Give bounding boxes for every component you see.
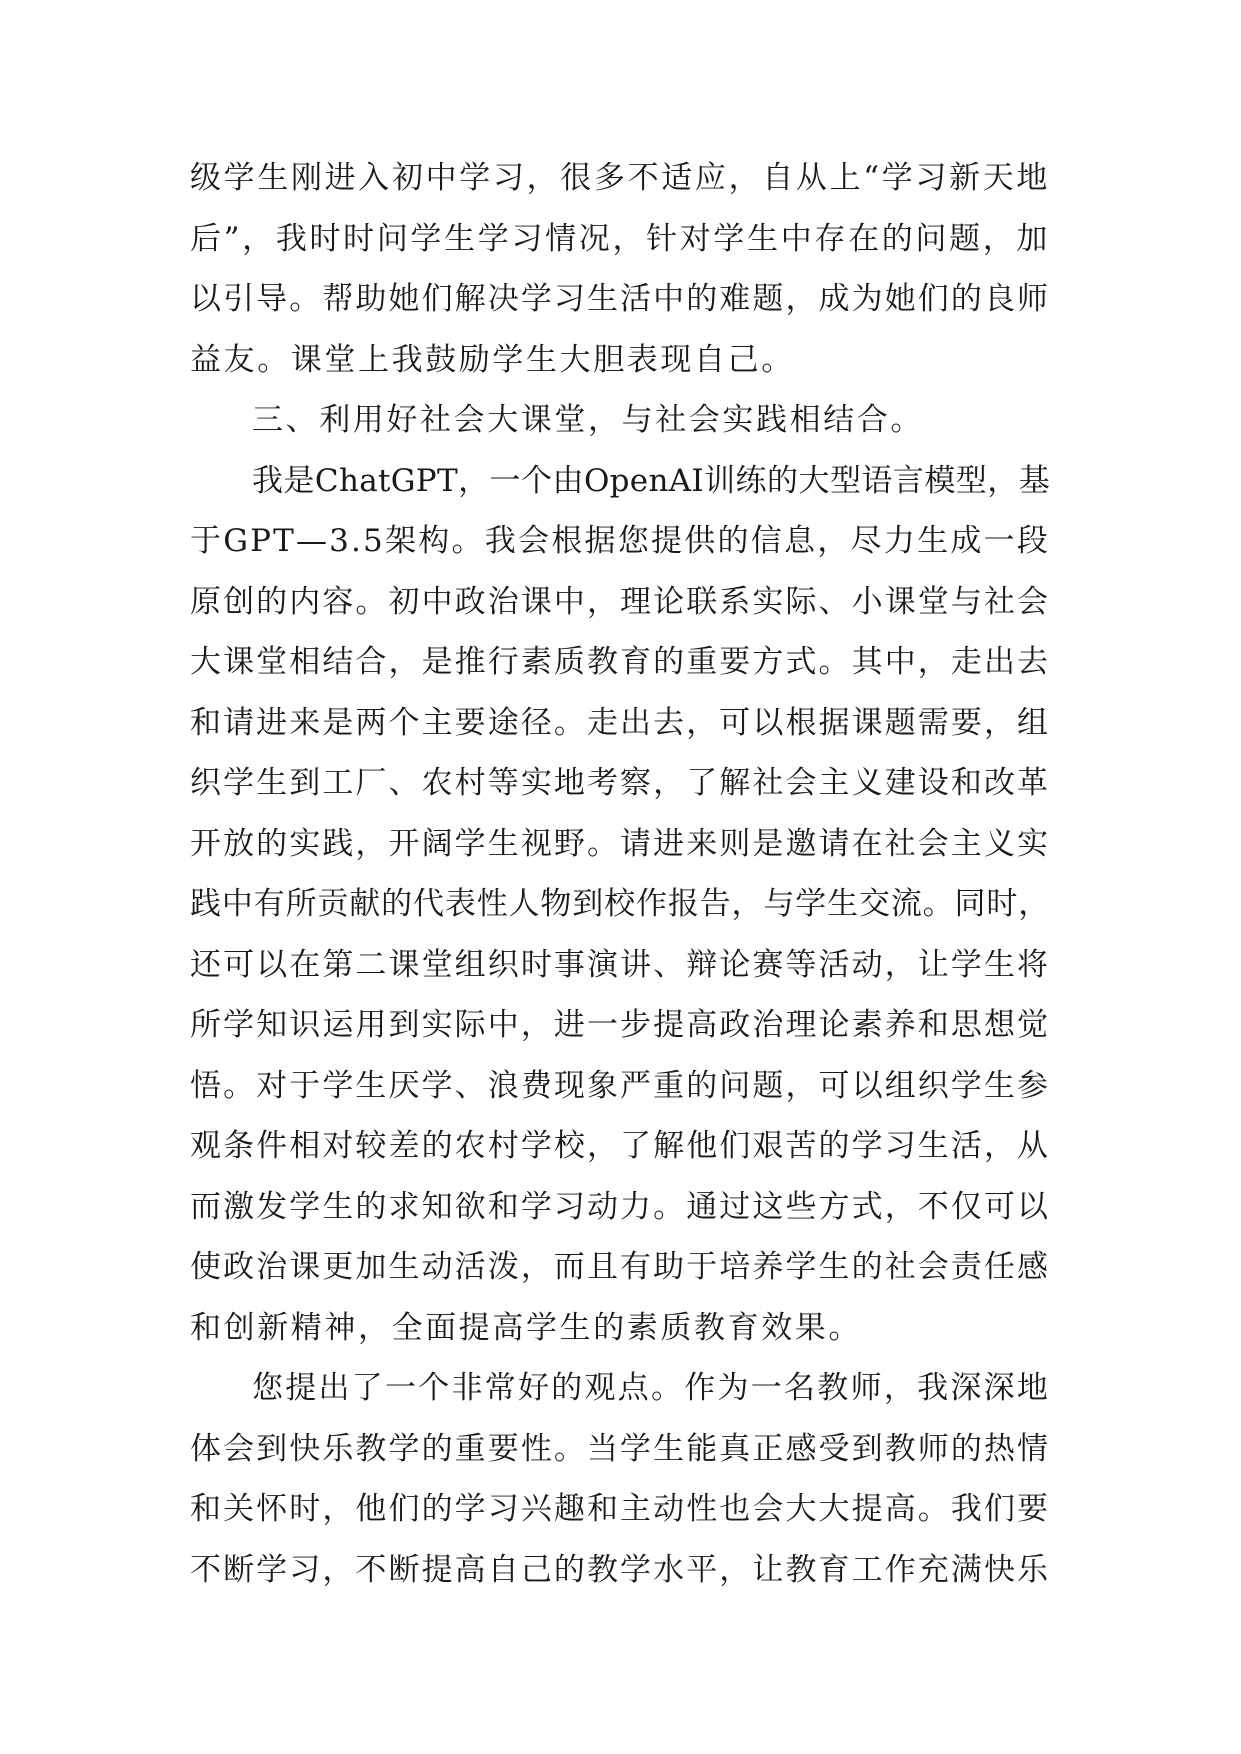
paragraph bbox=[190, 451, 1050, 1359]
text-line: 悟。对于学生厌学、浪费现象严重的问题，可以组织学生参 bbox=[190, 1067, 1050, 1104]
text-line: 开放的实践，开阔学生视野。请进来则是邀请在社会主义实 bbox=[190, 825, 1050, 862]
text-line: 原创的内容。初中政治课中，理论联系实际、小课堂与社会 bbox=[190, 583, 1050, 620]
text-line: 和请进来是两个主要途径。走出去，可以根据课题需要，组 bbox=[190, 704, 1050, 741]
text-line: 而激发学生的求知欲和学习动力。通过这些方式，不仅可以 bbox=[190, 1188, 1050, 1225]
text-line: 织学生到工厂、农村等实地考察，了解社会主义建设和改革 bbox=[190, 765, 1050, 801]
text-line: 使政治课更加生动活泼，而且有助于培养学生的社会责任感 bbox=[190, 1249, 1050, 1285]
text-line: 您提出了一个非常好的观点。作为一名教师，我深深地 bbox=[252, 1370, 1050, 1406]
text-line: 所学知识运用到实际中，进一步提高政治理论素养和思想觉 bbox=[190, 1007, 1050, 1043]
paragraph bbox=[190, 148, 1050, 390]
paragraph bbox=[190, 390, 1050, 451]
document-body bbox=[190, 148, 1050, 1600]
paragraph bbox=[190, 1358, 1050, 1600]
text-line: 级学生刚进入初中学习，很多不适应，自从上“学习新天地 bbox=[190, 160, 1050, 196]
text-line: 体会到快乐教学的重要性。当学生能真正感受到教师的热情 bbox=[190, 1430, 1050, 1467]
text-line: 和创新精神，全面提高学生的素质教育效果。 bbox=[190, 1309, 862, 1346]
text-line: 和关怀时，他们的学习兴趣和主动性也会大大提高。我们要 bbox=[190, 1491, 1050, 1527]
text-line: 后”，我时时问学生学习情况，针对学生中存在的问题，加 bbox=[190, 220, 1050, 257]
text-line: 不断学习，不断提高自己的教学水平，让教育工作充满快乐 bbox=[190, 1551, 1050, 1588]
text-line: 于GPT—3.5架构。我会根据您提供的信息，尽力生成一段 bbox=[190, 523, 1050, 559]
text-line: 观条件相对较差的农村学校，了解他们艰苦的学习生活，从 bbox=[190, 1128, 1050, 1164]
text-line: 大课堂相结合，是推行素质教育的重要方式。其中，走出去 bbox=[190, 644, 1050, 680]
text-line: 践中有所贡献的代表性人物到校作报告，与学生交流。同时， bbox=[190, 886, 1050, 922]
text-line: 我是ChatGPT，一个由OpenAI训练的大型语言模型，基 bbox=[252, 462, 1050, 499]
text-line: 以引导。帮助她们解决学习生活中的难题，成为她们的良师 bbox=[190, 281, 1050, 317]
text-line: 还可以在第二课堂组织时事演讲、辩论赛等活动，让学生将 bbox=[190, 946, 1050, 983]
text-line: 益友。课堂上我鼓励学生大胆表现自己。 bbox=[190, 341, 795, 378]
text-line: 三、利用好社会大课堂，与社会实践相结合。 bbox=[252, 402, 924, 438]
